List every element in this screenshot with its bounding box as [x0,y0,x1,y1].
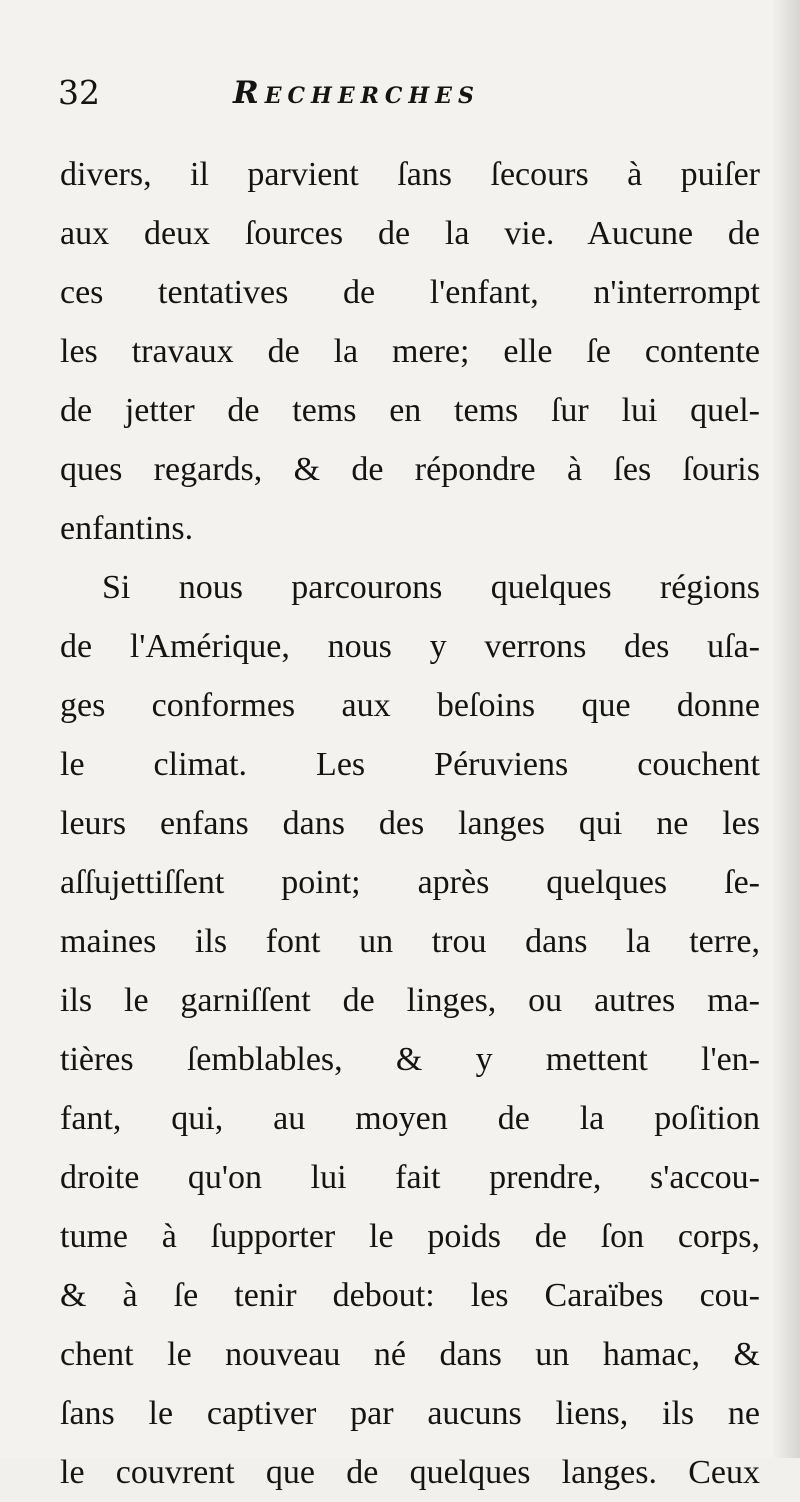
text-line: ils le garniſſent de linges, ou autres ma- [60,982,760,1019]
paragraph-first-line: Si nous parcourons quelques régions [102,569,760,606]
text-line: ques regards, & de répondre à ſes ſouris [60,451,760,488]
page-number: 32 [58,73,100,112]
text-line: leurs enfans dans des langes qui ne les [60,805,760,842]
text-line: tume à ſupporter le poids de ſon corps, [60,1218,760,1255]
text-line: le couvrent que de quelques langes. Ceux [60,1454,760,1491]
text-line: ces tentatives de l'enfant, n'interrompt [60,274,760,311]
text-line: le climat. Les Péruviens couchent [60,746,760,783]
running-head: Recherches [233,75,480,111]
text-line: tières ſemblables, & y mettent l'en- [60,1041,760,1078]
text-line: les travaux de la mere; elle ſe contente [60,333,760,370]
text-line: de l'Amérique, nous y verrons des uſa- [60,628,760,665]
page-edge-shadow [772,0,800,1458]
text-line: divers, il parvient ſans ſecours à puiſer [60,156,760,193]
text-line: maines ils font un trou dans la terre, [60,923,760,960]
text-line: de jetter de tems en tems ſur lui quel- [60,392,760,429]
text-line: aux deux ſources de la vie. Aucune de [60,215,760,252]
text-line: droite qu'on lui fait prendre, s'accou- [60,1159,760,1196]
text-line: ſans le captiver par aucuns liens, ils ne [60,1395,760,1432]
text-line: enfantins. [60,510,194,547]
text-line: chent le nouveau né dans un hamac, & [60,1336,760,1373]
page-header [58,68,758,118]
body-text [60,145,760,1502]
text-line: & à ſe tenir debout: les Caraïbes cou- [60,1277,760,1314]
text-line: fant, qui, au moyen de la poſition [60,1100,760,1137]
text-line: ges conformes aux beſoins que donne [60,687,760,724]
text-line: aſſujettiſſent point; après quelques ſe- [60,864,760,901]
